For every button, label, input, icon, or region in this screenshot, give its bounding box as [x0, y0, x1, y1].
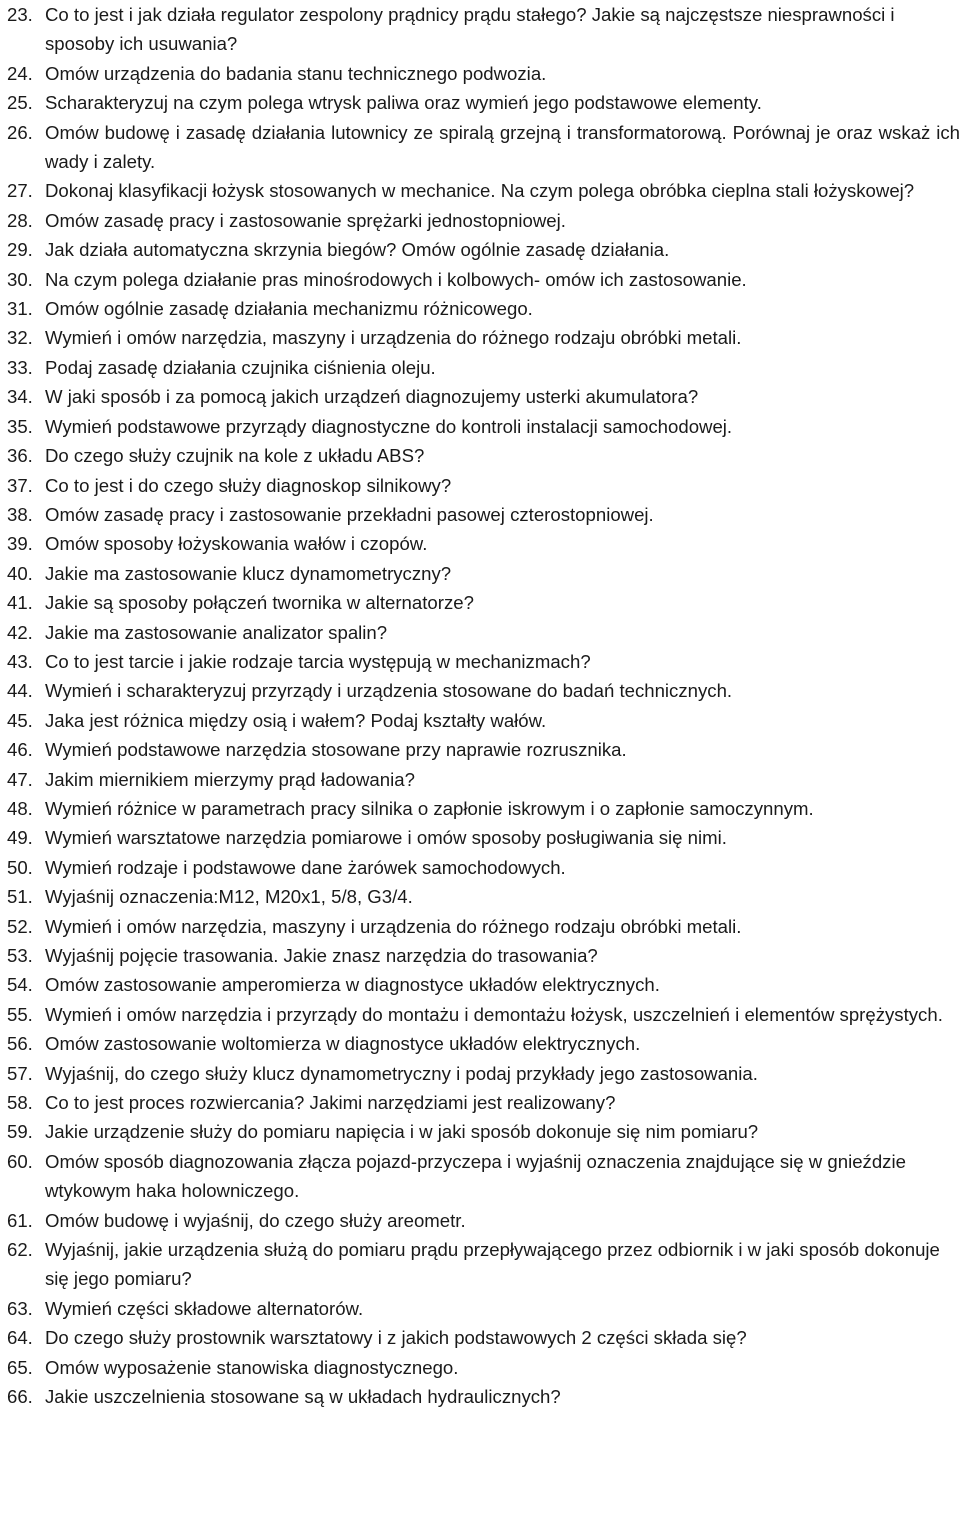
question-item — [7, 1088, 960, 1117]
question-list — [7, 0, 960, 1412]
question-item — [7, 441, 960, 470]
question-item — [7, 970, 960, 999]
question-number: 38. — [7, 503, 33, 525]
question-number: 33. — [7, 356, 33, 378]
question-number: 37. — [7, 474, 33, 496]
question-number: 41. — [7, 592, 33, 614]
question-number: 42. — [7, 621, 33, 643]
question-item — [7, 500, 960, 529]
question-number: 31. — [7, 298, 33, 320]
question-item — [7, 941, 960, 970]
question-text: Dokonaj klasyfikacji łożysk stosowanych w mechanice. Na czym polega obróbka cieplna stali łożyskowej? — [45, 180, 915, 202]
question-text: Jakim miernikiem mierzymy prąd ładowania? — [45, 768, 415, 790]
question-item — [7, 1147, 960, 1206]
question-text: Wymień i omów narzędzia, maszyny i urządzenia do różnego rodzaju obróbki metali. — [45, 327, 742, 349]
question-item — [7, 323, 960, 352]
question-text: Co to jest proces rozwiercania? Jakimi narzędziami jest realizowany? — [45, 1092, 616, 1114]
question-text: Wyjaśnij, jakie urządzenia służą do pomiaru prądu przepływającego przez odbiornik i w jaki sposób dokonuje się jego pomiaru? — [45, 1239, 940, 1290]
question-number: 39. — [7, 533, 33, 555]
question-item — [7, 88, 960, 117]
question-text: Wymień części składowe alternatorów. — [45, 1297, 364, 1319]
question-item — [7, 1323, 960, 1352]
question-number: 66. — [7, 1386, 33, 1408]
question-number: 53. — [7, 945, 33, 966]
question-item — [7, 588, 960, 617]
question-item — [7, 676, 960, 705]
question-number: 65. — [7, 1356, 33, 1378]
question-item — [7, 794, 960, 823]
question-number: 35. — [7, 415, 33, 437]
question-number: 50. — [7, 856, 33, 878]
question-text: Jak działa automatyczna skrzynia biegów? Omów ogólnie zasadę działania. — [45, 239, 670, 261]
question-item — [7, 853, 960, 882]
question-text: Jakie urządzenie służy do pomiaru napięcia i w jaki sposób dokonuje się nim pomiaru? — [45, 1121, 759, 1143]
question-text: Wymień podstawowe narzędzia stosowane przy naprawie rozrusznika. — [45, 739, 627, 761]
question-number: 30. — [7, 268, 33, 290]
question-item — [7, 529, 960, 558]
question-text: Wymień warsztatowe narzędzia pomiarowe i omów sposoby posługiwania się nimi. — [45, 827, 727, 849]
question-number: 25. — [7, 92, 33, 114]
question-item — [7, 1206, 960, 1235]
question-text: Omów zasadę pracy i zastosowanie przekładni pasowej czterostopniowej. — [45, 503, 654, 525]
question-number: 48. — [7, 797, 33, 819]
question-item — [7, 382, 960, 411]
question-item — [7, 412, 960, 441]
question-number: 36. — [7, 445, 33, 467]
question-number: 64. — [7, 1327, 33, 1349]
question-text: Jakie są sposoby połączeń twornika w alternatorze? — [45, 592, 474, 614]
question-text: Scharakteryzuj na czym polega wtrysk paliwa oraz wymień jego podstawowe elementy. — [45, 92, 762, 114]
question-text: Wymień różnice w parametrach pracy silnika o zapłonie iskrowym i o zapłonie samoczynnym. — [45, 797, 814, 819]
question-text: Wymień i omów narzędzia i przyrządy do montażu i demontażu łożysk, uszczelnień i elementów sprężystych. — [45, 1003, 943, 1025]
question-number: 59. — [7, 1121, 33, 1143]
question-item — [7, 823, 960, 852]
question-item — [7, 1382, 960, 1411]
question-text: Omów budowę i zasadę działania lutownicy ze spiralą grzejną i transformatorową. Porównaj je oraz wskaż ich wady i zalety. — [45, 121, 960, 173]
question-number: 23. — [7, 4, 33, 25]
question-number: 24. — [7, 62, 33, 84]
question-text: Omów zastosowanie woltomierza w diagnostyce układów elektrycznych. — [45, 1033, 641, 1055]
question-number: 61. — [7, 1209, 33, 1231]
question-item — [7, 1059, 960, 1088]
question-number: 34. — [7, 386, 33, 408]
question-item — [7, 618, 960, 647]
question-text: Wymień podstawowe przyrządy diagnostyczne do kontroli instalacji samochodowej. — [45, 415, 733, 437]
question-text: Co to jest tarcie i jakie rodzaje tarcia występują w mechanizmach? — [45, 650, 591, 672]
question-number: 32. — [7, 327, 33, 349]
question-item — [7, 1000, 960, 1029]
question-number: 47. — [7, 768, 33, 790]
question-item — [7, 706, 960, 735]
question-text: Jakie ma zastosowanie klucz dynamometryczny? — [45, 562, 452, 584]
question-item — [7, 1029, 960, 1058]
question-item — [7, 235, 960, 264]
question-number: 54. — [7, 974, 33, 996]
question-text: Podaj zasadę działania czujnika ciśnienia oleju. — [45, 356, 436, 378]
question-text: Omów zasadę pracy i zastosowanie sprężarki jednostopniowej. — [45, 209, 566, 231]
question-item — [7, 735, 960, 764]
question-item — [7, 294, 960, 323]
question-item — [7, 647, 960, 676]
question-text: Omów urządzenia do badania stanu technicznego podwozia. — [45, 62, 547, 84]
question-item — [7, 1294, 960, 1323]
question-item — [7, 1235, 960, 1294]
question-item — [7, 118, 960, 177]
question-text: Wyjaśnij pojęcie trasowania. Jakie znasz narzędzia do trasowania? — [45, 945, 598, 966]
question-text: Do czego służy czujnik na kole z układu ABS? — [45, 445, 425, 467]
question-number: 46. — [7, 739, 33, 761]
question-number: 52. — [7, 915, 33, 937]
question-text: Co to jest i do czego służy diagnoskop silnikowy? — [45, 474, 452, 496]
question-item — [7, 206, 960, 235]
question-number: 56. — [7, 1033, 33, 1055]
question-text: Wymień i scharakteryzuj przyrządy i urządzenia stosowane do badań technicznych. — [45, 680, 733, 702]
question-text: W jaki sposób i za pomocą jakich urządzeń diagnozujemy usterki akumulatora? — [45, 386, 699, 408]
question-text: Na czym polega działanie pras minośrodowych i kolbowych- omów ich zastosowanie. — [45, 268, 747, 290]
question-text: Jakie ma zastosowanie analizator spalin? — [45, 621, 388, 643]
question-item — [7, 265, 960, 294]
question-text: Wymień i omów narzędzia, maszyny i urządzenia do różnego rodzaju obróbki metali. — [45, 915, 742, 937]
question-item — [7, 1117, 960, 1146]
question-item — [7, 559, 960, 588]
question-number: 60. — [7, 1150, 33, 1172]
question-number: 43. — [7, 650, 33, 672]
question-number: 45. — [7, 709, 33, 731]
question-number: 29. — [7, 239, 33, 261]
question-number: 40. — [7, 562, 33, 584]
question-number: 49. — [7, 827, 33, 849]
question-text: Omów sposoby łożyskowania wałów i czopów. — [45, 533, 428, 555]
question-text: Jakie uszczelnienia stosowane są w układach hydraulicznych? — [45, 1386, 561, 1408]
question-text: Omów sposób diagnozowania złącza pojazd-przyczepa i wyjaśnij oznaczenia znajdujące się w gnieździe wtykowym haka holowniczego. — [45, 1150, 906, 1202]
question-text: Omów budowę i wyjaśnij, do czego służy areometr. — [45, 1209, 466, 1231]
question-number: 63. — [7, 1297, 33, 1319]
question-number: 44. — [7, 680, 33, 702]
question-text: Wyjaśnij oznaczenia:M12, M20x1, 5/8, G3/4. — [45, 886, 413, 908]
question-number: 27. — [7, 180, 33, 202]
question-text: Wyjaśnij, do czego służy klucz dynamometryczny i podaj przykłady jego zastosowania. — [45, 1062, 758, 1084]
question-number: 28. — [7, 209, 33, 231]
question-number: 26. — [7, 121, 33, 143]
question-number: 55. — [7, 1003, 33, 1025]
question-item — [7, 59, 960, 88]
question-number: 51. — [7, 886, 33, 908]
question-number: 57. — [7, 1062, 33, 1084]
question-text: Omów ogólnie zasadę działania mechanizmu różnicowego. — [45, 298, 533, 320]
question-item — [7, 912, 960, 941]
question-item — [7, 471, 960, 500]
question-item — [7, 176, 960, 205]
question-item — [7, 1353, 960, 1382]
question-number: 62. — [7, 1239, 33, 1261]
question-text: Omów zastosowanie amperomierza w diagnostyce układów elektrycznych. — [45, 974, 660, 996]
question-number: 58. — [7, 1092, 33, 1114]
question-text: Omów wyposażenie stanowiska diagnostycznego. — [45, 1356, 459, 1378]
question-text: Wymień rodzaje i podstawowe dane żarówek samochodowych. — [45, 856, 566, 878]
question-item — [7, 765, 960, 794]
question-item — [7, 882, 960, 911]
question-text: Jaka jest różnica między osią i wałem? Podaj kształty wałów. — [45, 709, 547, 731]
question-item — [7, 0, 960, 59]
question-item — [7, 353, 960, 382]
question-text: Co to jest i jak działa regulator zespolony prądnicy prądu stałego? Jakie są najczęstsze niesprawności i sposoby ich usuwania? — [45, 4, 895, 55]
question-text: Do czego służy prostownik warsztatowy i z jakich podstawowych 2 części składa się? — [45, 1327, 747, 1349]
